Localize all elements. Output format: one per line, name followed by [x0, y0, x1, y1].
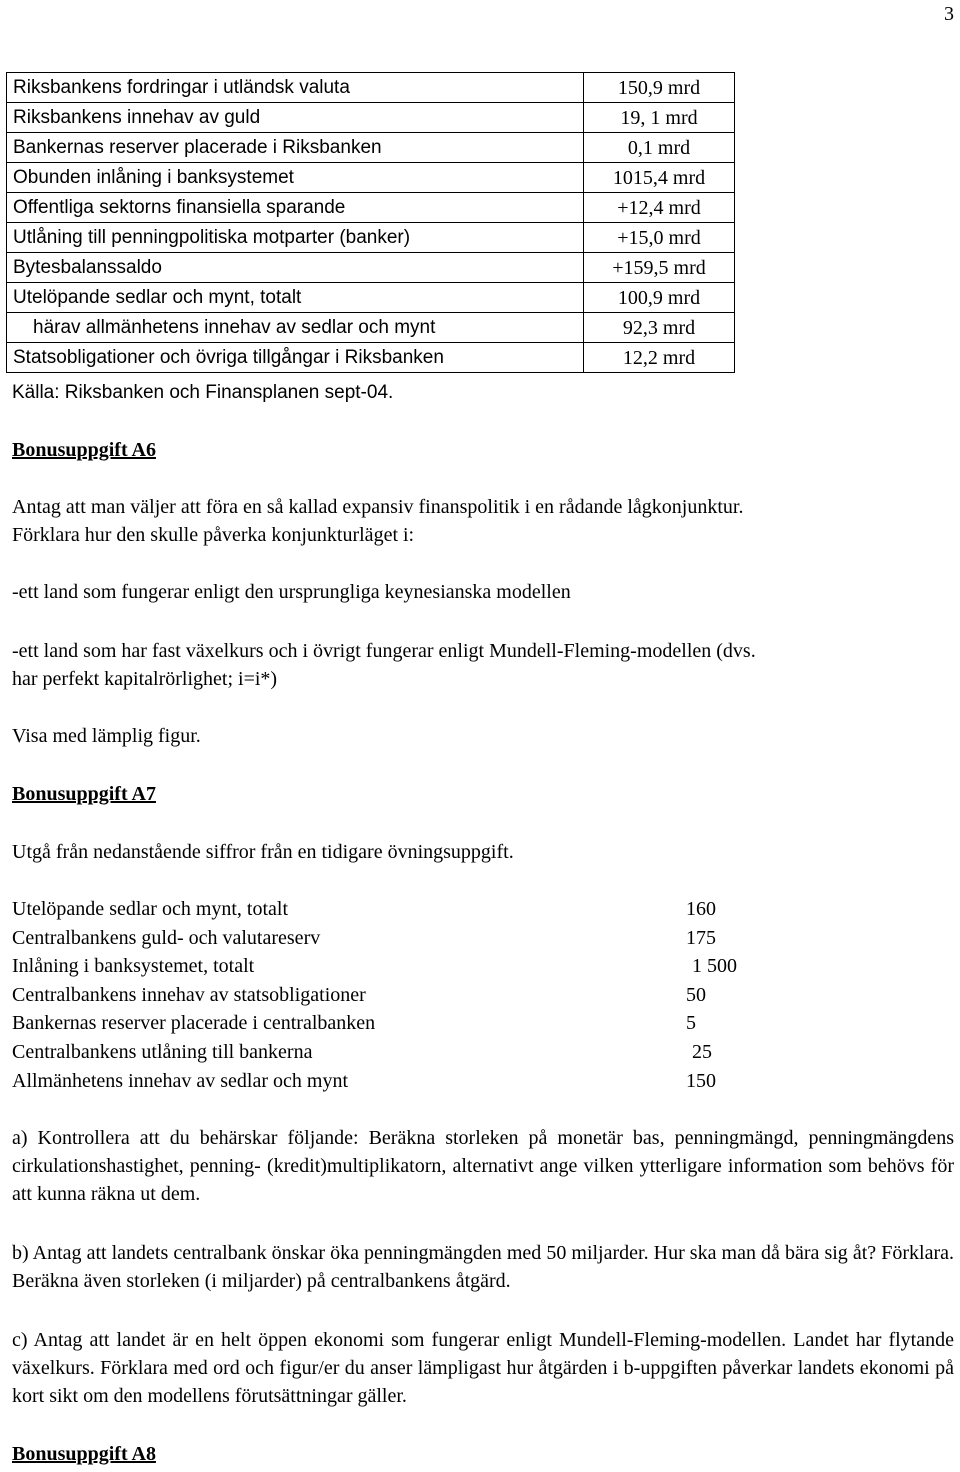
a6-paragraph-2: -ett land som fungerar enligt den ursprungliga keynesianska modellen [12, 581, 571, 603]
figure-label: Centralbankens utlåning till bankerna [12, 1040, 313, 1063]
table-cell-label: Bankernas reserver placerade i Riksbanken [7, 133, 584, 163]
figure-label: Allmänhetens innehav av sedlar och mynt [12, 1069, 349, 1092]
a7-figure-list [12, 895, 812, 1095]
a6-p3-line1: -ett land som har fast växelkurs och i övrigt fungerar enligt Mundell-Fleming-modellen (dvs. [12, 640, 756, 662]
table-cell-value: +159,5 mrd [584, 253, 735, 283]
table-cell-label: Offentliga sektorns finansiella sparande [7, 193, 584, 223]
table-cell-label: härav allmänhetens innehav av sedlar och mynt [7, 313, 584, 343]
table-cell-value: 100,9 mrd [584, 283, 735, 313]
figure-label: Utelöpande sedlar och mynt, totalt [12, 898, 289, 920]
figure-value: 175 [686, 926, 716, 949]
list-item [12, 952, 812, 981]
table-row [7, 73, 735, 103]
table-cell-label: Utelöpande sedlar och mynt, totalt [7, 283, 584, 313]
figure-label: Bankernas reserver placerade i centralbanken [12, 1012, 376, 1035]
table-row [7, 193, 735, 223]
table-row [7, 253, 735, 283]
list-item [12, 924, 812, 953]
table-cell-label: Obunden inlåning i banksystemet [7, 163, 584, 193]
a6-p1-line1: Antag att man väljer att föra en så kallad expansiv finanspolitik i en rådande lågkonjunktur. [12, 496, 744, 518]
riksbank-balance-table [6, 72, 735, 373]
figure-label: Centralbankens innehav av statsobligationer [12, 983, 366, 1006]
table-cell-value: +15,0 mrd [584, 223, 735, 253]
table-row [7, 343, 735, 373]
table-row [7, 313, 735, 343]
table-row [7, 103, 735, 133]
a7-intro: Utgå från nedanstående siffror från en tidigare övningsuppgift. [12, 841, 514, 863]
figure-value: 160 [686, 898, 716, 920]
figure-value: 150 [686, 1069, 716, 1092]
figure-label: Centralbankens guld- och valutareserv [12, 926, 321, 949]
page-number: 3 [944, 3, 954, 25]
list-item [12, 1009, 812, 1038]
table-cell-value: +12,4 mrd [584, 193, 735, 223]
a6-p1-line2: Förklara hur den skulle påverka konjunkturläget i: [12, 524, 415, 546]
table-source: Källa: Riksbanken och Finansplanen sept-04. [12, 382, 394, 403]
table-row [7, 283, 735, 313]
list-item [12, 1038, 812, 1067]
table-cell-value: 12,2 mrd [584, 343, 735, 373]
figure-value: 5 [686, 1012, 696, 1035]
heading-a7: Bonusuppgift A7 [12, 783, 156, 805]
a6-paragraph-1 [12, 493, 954, 549]
a6-p3-line2: har perfekt kapitalrörlighet; i=i*) [12, 668, 278, 690]
list-item [12, 981, 812, 1010]
table-cell-label: Riksbankens fordringar i utländsk valuta [7, 73, 584, 103]
table-cell-value: 1015,4 mrd [584, 163, 735, 193]
heading-a6: Bonusuppgift A6 [12, 439, 156, 461]
a7-question-c: c) Antag att landet är en helt öppen ekonomi som fungerar enligt Mundell-Fleming-modellen. Landet har flytande växelkurs. Förklara med ord och figur/er du anser lämpligast hur åtgärden i b-uppgiften påverkar landets ekonomi på kort sikt om den modellens förutsättningar gäller. [12, 1329, 954, 1407]
figure-value: 1 500 [692, 955, 737, 978]
heading-a8: Bonusuppgift A8 [12, 1443, 156, 1465]
table-cell-value: 150,9 mrd [584, 73, 735, 103]
figure-value: 25 [692, 1040, 712, 1063]
a7-question-a: a) Kontrollera att du behärskar följande: Beräkna storleken på monetär bas, penningmängd, penningmängdens cirkulationshastighet, penning- (kredit)multiplikatorn, alternativt ange vilken ytterligare information som behövs för att kunna räkna ut dem. [12, 1127, 954, 1205]
table-cell-value: 0,1 mrd [584, 133, 735, 163]
table-cell-value: 19, 1 mrd [584, 103, 735, 133]
a7-question-b: b) Antag att landets centralbank önskar öka penningmängden med 50 miljarder. Hur ska man då bära sig åt? Förklara. Beräkna även storleken (i miljarder) på centralbankens åtgärd. [12, 1242, 954, 1292]
a6-paragraph-3 [12, 637, 954, 693]
table-cell-label: Statsobligationer och övriga tillgångar i Riksbanken [7, 343, 584, 373]
table-row [7, 163, 735, 193]
list-item [12, 1067, 812, 1096]
list-item [12, 895, 812, 924]
table-cell-value: 92,3 mrd [584, 313, 735, 343]
figure-value: 50 [686, 983, 706, 1006]
table-cell-label: Utlåning till penningpolitiska motparter (banker) [7, 223, 584, 253]
figure-label: Inlåning i banksystemet, totalt [12, 955, 255, 978]
table-row [7, 133, 735, 163]
a6-paragraph-4: Visa med lämplig figur. [12, 725, 201, 747]
table-row [7, 223, 735, 253]
table-cell-label: Riksbankens innehav av guld [7, 103, 584, 133]
table-cell-label: Bytesbalanssaldo [7, 253, 584, 283]
